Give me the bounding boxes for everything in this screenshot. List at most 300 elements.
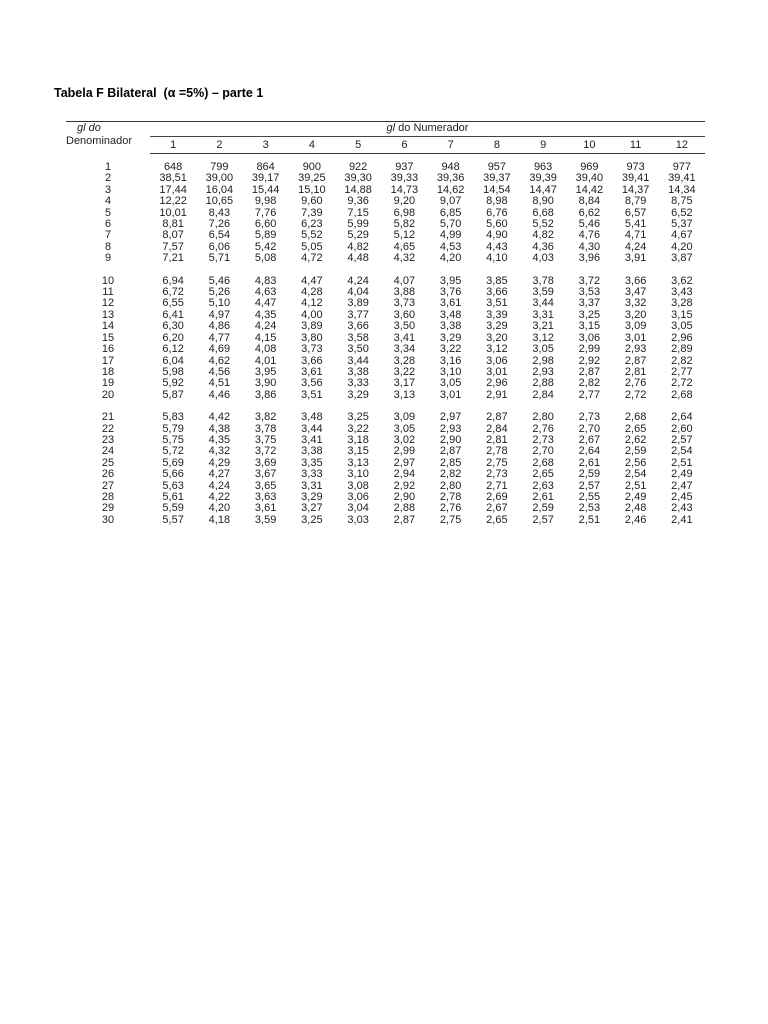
f-critical-value: 2,92 [393, 479, 416, 492]
column-header-12: 12 [659, 137, 705, 154]
table-body [66, 154, 705, 527]
f-critical-value: 6,85 [439, 206, 462, 219]
f-critical-value: 2,51 [578, 513, 601, 526]
f-critical-value: 2,80 [439, 479, 462, 492]
f-critical-value: 2,56 [624, 456, 647, 469]
f-critical-value: 2,93 [532, 365, 554, 378]
f-critical-value: 3,51 [486, 297, 508, 310]
f-critical-value: 3,56 [301, 377, 323, 390]
f-critical-value: 39,17 [251, 172, 280, 185]
f-critical-value: 3,29 [439, 331, 462, 344]
table-row [66, 344, 705, 355]
f-critical-value: 2,65 [532, 468, 554, 481]
f-critical-value: 6,04 [162, 354, 184, 367]
f-critical-value: 2,43 [671, 502, 693, 515]
f-critical-value: 3,33 [301, 468, 323, 481]
f-critical-value: 2,82 [578, 377, 601, 390]
column-header-3: 3 [243, 137, 289, 154]
f-critical-value: 3,53 [578, 286, 601, 299]
column-header-2: 2 [196, 137, 242, 154]
f-critical-value: 2,81 [624, 365, 647, 378]
f-critical-value: 3,69 [254, 456, 277, 469]
f-critical-value: 2,93 [624, 343, 647, 356]
f-critical-value: 3,02 [393, 433, 416, 446]
f-critical-value: 3,48 [301, 411, 323, 424]
f-critical-value: 7,15 [347, 206, 369, 219]
f-critical-value: 14,62 [436, 183, 465, 196]
f-critical-value: 4,47 [254, 297, 277, 310]
f-critical-value: 4,47 [301, 274, 323, 287]
denominator-df: 4 [104, 195, 112, 208]
f-critical-value: 6,06 [208, 240, 231, 253]
f-critical-value: 2,57 [532, 513, 554, 526]
f-critical-value: 3,01 [624, 331, 647, 344]
f-critical-value: 2,73 [486, 468, 508, 481]
f-critical-value: 14,88 [344, 183, 372, 196]
f-critical-value: 3,35 [301, 456, 323, 469]
f-critical-value: 2,76 [624, 377, 647, 390]
f-critical-value: 4,20 [671, 240, 693, 253]
denominator-df: 21 [101, 411, 115, 424]
f-critical-value: 8,43 [208, 206, 231, 219]
f-critical-value: 4,46 [208, 388, 231, 401]
f-critical-value: 3,29 [347, 388, 369, 401]
f-critical-value: 2,99 [578, 343, 601, 356]
denominator-df: 17 [101, 354, 115, 367]
f-critical-value: 9,07 [439, 195, 462, 208]
f-critical-value: 7,39 [301, 206, 323, 219]
f-critical-value: 4,32 [393, 252, 416, 265]
f-critical-value: 39,39 [529, 172, 557, 185]
f-critical-value: 6,98 [393, 206, 416, 219]
f-critical-value: 2,59 [624, 445, 647, 458]
f-critical-value: 3,50 [393, 320, 416, 333]
f-critical-value: 6,60 [254, 218, 277, 231]
f-critical-value: 4,22 [208, 490, 231, 503]
f-critical-value: 5,08 [254, 252, 277, 265]
f-critical-value: 9,36 [347, 195, 369, 208]
f-critical-value: 3,61 [301, 365, 323, 378]
f-critical-value: 3,27 [301, 502, 323, 515]
denominator-df: 1 [104, 161, 112, 173]
denominator-header-line2: Denominador [66, 135, 133, 147]
f-critical-value: 2,73 [578, 411, 601, 424]
f-critical-value: 6,20 [162, 331, 184, 344]
f-critical-value: 4,03 [532, 252, 554, 265]
f-critical-value: 3,65 [254, 479, 277, 492]
f-critical-value: 3,16 [439, 354, 462, 367]
f-critical-value: 2,53 [578, 502, 601, 515]
f-critical-value: 5,89 [254, 229, 277, 242]
f-critical-value: 977 [672, 161, 692, 173]
f-critical-value: 3,41 [393, 331, 416, 344]
f-critical-value: 3,41 [301, 433, 323, 446]
f-critical-value: 8,90 [532, 195, 554, 208]
f-critical-value: 6,68 [532, 206, 554, 219]
f-critical-value: 2,48 [624, 502, 647, 515]
table-row [66, 390, 705, 401]
f-critical-value: 2,64 [578, 445, 601, 458]
f-critical-value: 3,12 [486, 343, 508, 356]
f-critical-value: 8,07 [162, 229, 184, 242]
f-critical-value: 864 [256, 161, 275, 173]
f-critical-value: 2,67 [486, 502, 508, 515]
page-title: Tabela F Bilateral (α =5%) – parte 1 [54, 86, 264, 100]
f-critical-value: 3,37 [578, 297, 601, 310]
f-critical-value: 3,44 [301, 422, 323, 435]
f-critical-value: 3,77 [347, 308, 369, 321]
f-critical-value: 3,15 [578, 320, 601, 333]
f-critical-value: 3,05 [393, 422, 416, 435]
f-critical-value: 4,82 [532, 229, 554, 242]
f-critical-value: 963 [533, 161, 553, 173]
f-critical-value: 4,43 [486, 240, 508, 253]
f-critical-value: 14,37 [621, 183, 650, 196]
f-critical-value: 4,65 [393, 240, 416, 253]
f-critical-value: 2,57 [578, 479, 601, 492]
f-critical-value: 4,90 [486, 229, 508, 242]
f-critical-value: 2,78 [486, 445, 508, 458]
f-critical-value: 6,94 [162, 274, 184, 287]
f-critical-value: 5,46 [578, 218, 601, 231]
f-critical-value: 937 [395, 161, 414, 173]
f-critical-value: 5,26 [208, 286, 231, 299]
f-critical-value: 4,86 [208, 320, 231, 333]
f-critical-value: 12,22 [159, 195, 187, 208]
f-critical-value: 10,65 [205, 195, 234, 208]
f-critical-value: 2,82 [671, 354, 693, 367]
f-critical-value: 4,20 [208, 502, 231, 515]
f-critical-value: 3,85 [486, 274, 508, 287]
f-critical-value: 4,30 [578, 240, 601, 253]
f-critical-value: 4,67 [671, 229, 693, 242]
f-critical-value: 2,70 [532, 445, 554, 458]
f-critical-value: 900 [302, 161, 322, 173]
f-critical-value: 3,66 [486, 286, 508, 299]
f-critical-value: 3,58 [347, 331, 369, 344]
f-critical-value: 3,90 [254, 377, 277, 390]
f-critical-value: 3,28 [671, 297, 693, 310]
f-critical-value: 4,20 [439, 252, 462, 265]
f-critical-value: 6,62 [578, 206, 601, 219]
group-separator [66, 265, 705, 276]
f-critical-value: 3,22 [393, 365, 416, 378]
f-critical-value: 3,96 [578, 252, 601, 265]
f-critical-value: 2,47 [671, 479, 693, 492]
f-critical-value: 3,78 [254, 422, 277, 435]
f-critical-value: 2,93 [439, 422, 462, 435]
f-critical-value: 7,26 [208, 218, 231, 231]
f-critical-value: 2,51 [671, 456, 693, 469]
f-critical-value: 2,65 [624, 422, 647, 435]
f-critical-value: 4,18 [208, 513, 231, 526]
f-critical-value: 5,92 [162, 377, 184, 390]
f-critical-value: 3,76 [439, 286, 462, 299]
f-critical-value: 2,75 [486, 456, 508, 469]
f-critical-value: 5,52 [532, 218, 554, 231]
f-critical-value: 922 [348, 161, 368, 173]
f-critical-value: 3,05 [671, 320, 693, 333]
f-critical-value: 3,01 [486, 365, 508, 378]
f-critical-value: 3,31 [532, 308, 554, 321]
column-header-row [66, 137, 705, 154]
f-critical-value: 4,24 [208, 479, 231, 492]
f-critical-value: 4,99 [439, 229, 462, 242]
f-critical-value: 3,51 [301, 388, 323, 401]
f-critical-value: 2,88 [393, 502, 416, 515]
f-critical-value: 3,18 [347, 433, 369, 446]
f-critical-value: 39,30 [344, 172, 372, 185]
f-critical-value: 4,24 [624, 240, 647, 253]
f-critical-value: 4,29 [208, 456, 231, 469]
f-critical-value: 3,25 [301, 513, 323, 526]
f-critical-value: 5,41 [624, 218, 647, 231]
denominator-df: 10 [101, 274, 115, 287]
f-critical-value: 6,55 [162, 297, 184, 310]
f-critical-value: 4,53 [439, 240, 462, 253]
denominator-df: 24 [101, 445, 115, 458]
f-critical-value: 14,73 [390, 183, 419, 196]
f-critical-value: 2,84 [486, 422, 508, 435]
denominator-df: 6 [104, 218, 112, 231]
f-critical-value: 8,79 [624, 195, 647, 208]
f-critical-value: 4,00 [301, 308, 323, 321]
f-critical-value: 6,76 [486, 206, 508, 219]
denominator-df: 8 [104, 240, 112, 253]
denominator-df: 27 [101, 479, 115, 492]
table-row [66, 469, 705, 480]
f-critical-value: 3,62 [671, 274, 693, 287]
f-critical-value: 3,87 [671, 252, 693, 265]
f-critical-value: 3,66 [624, 274, 647, 287]
f-critical-value: 3,34 [393, 343, 416, 356]
f-critical-value: 16,04 [205, 183, 234, 196]
f-critical-value: 2,61 [578, 456, 601, 469]
f-critical-value: 14,42 [575, 183, 604, 196]
denominator-df: 28 [101, 490, 115, 503]
f-critical-value: 2,64 [671, 411, 693, 424]
f-critical-value: 5,75 [162, 433, 184, 446]
f-critical-value: 3,95 [439, 274, 462, 287]
f-critical-value: 2,57 [671, 433, 693, 446]
f-critical-value: 3,89 [301, 320, 323, 333]
f-critical-value: 39,40 [575, 172, 604, 185]
f-critical-value: 3,89 [347, 297, 369, 310]
f-critical-value: 3,80 [301, 331, 323, 344]
numerator-header [150, 122, 705, 137]
f-critical-value: 4,97 [208, 308, 231, 321]
table-row [66, 253, 705, 264]
f-critical-value: 17,44 [159, 183, 187, 196]
column-header-7: 7 [428, 137, 474, 154]
f-critical-value: 3,44 [532, 297, 554, 310]
f-critical-value: 3,13 [347, 456, 369, 469]
f-critical-value: 2,67 [578, 433, 601, 446]
f-critical-value: 3,05 [532, 343, 554, 356]
f-critical-value: 4,04 [347, 286, 369, 299]
f-critical-value: 4,62 [208, 354, 231, 367]
f-critical-value: 973 [626, 161, 645, 173]
f-critical-value: 3,20 [624, 308, 647, 321]
f-critical-value: 2,54 [624, 468, 647, 481]
denominator-df: 9 [104, 252, 112, 265]
f-critical-value: 5,66 [162, 468, 184, 481]
f-critical-value: 8,84 [578, 195, 601, 208]
f-critical-value: 4,35 [254, 308, 277, 321]
f-critical-value: 2,91 [486, 388, 508, 401]
f-critical-value: 5,59 [162, 502, 184, 515]
f-critical-value: 6,23 [301, 218, 323, 231]
f-critical-value: 4,51 [208, 377, 231, 390]
denominator-df: 3 [104, 183, 112, 196]
denominator-df: 18 [101, 365, 115, 378]
f-critical-value: 3,06 [578, 331, 601, 344]
f-critical-value: 3,43 [671, 286, 693, 299]
f-critical-value: 39,00 [205, 172, 234, 185]
f-critical-value: 2,51 [624, 479, 647, 492]
f-critical-value: 3,66 [347, 320, 369, 333]
f-critical-value: 3,25 [578, 308, 601, 321]
f-critical-value: 2,65 [486, 513, 508, 526]
f-critical-value: 14,54 [483, 183, 511, 196]
f-critical-value: 5,60 [486, 218, 508, 231]
f-critical-value: 2,73 [532, 433, 554, 446]
f-critical-value: 5,70 [439, 218, 462, 231]
f-critical-value: 3,31 [301, 479, 323, 492]
f-critical-value: 3,61 [254, 502, 277, 515]
f-critical-value: 3,88 [393, 286, 416, 299]
f-critical-value: 4,76 [578, 229, 601, 242]
denominator-header [66, 122, 150, 154]
f-critical-value: 2,75 [439, 513, 462, 526]
denominator-df: 23 [101, 433, 115, 446]
f-critical-value: 9,60 [301, 195, 323, 208]
f-critical-value: 3,04 [347, 502, 369, 515]
f-critical-value: 5,69 [162, 456, 184, 469]
f-critical-value: 2,87 [393, 513, 416, 526]
denominator-df: 7 [104, 229, 112, 242]
f-critical-value: 6,57 [624, 206, 647, 219]
f-critical-value: 2,88 [532, 377, 554, 390]
f-critical-value: 2,99 [393, 445, 416, 458]
f-critical-value: 2,76 [439, 502, 462, 515]
f-critical-value: 14,47 [529, 183, 557, 196]
f-critical-value: 5,52 [301, 229, 323, 242]
denominator-df: 12 [101, 297, 115, 310]
f-critical-value: 799 [210, 161, 229, 173]
f-critical-value: 3,20 [486, 331, 508, 344]
f-critical-value: 3,08 [347, 479, 369, 492]
f-critical-value: 2,59 [578, 468, 601, 481]
f-critical-value: 5,83 [162, 411, 184, 424]
f-critical-value: 2,81 [486, 433, 508, 446]
f-critical-value: 2,62 [624, 433, 647, 446]
f-critical-value: 4,08 [254, 343, 277, 356]
f-critical-value: 3,59 [254, 513, 277, 526]
denominator-df: 5 [104, 206, 112, 219]
f-critical-value: 4,10 [486, 252, 508, 265]
f-critical-value: 2,69 [486, 490, 508, 503]
f-critical-value: 4,83 [254, 274, 277, 287]
f-critical-value: 5,72 [162, 445, 184, 458]
f-critical-value: 5,71 [208, 252, 231, 265]
f-critical-value: 8,98 [486, 195, 508, 208]
f-critical-value: 3,06 [486, 354, 508, 367]
f-critical-value: 3,59 [532, 286, 554, 299]
f-critical-value: 38,51 [159, 172, 187, 185]
f-critical-value: 2,76 [532, 422, 554, 435]
f-critical-value: 15,10 [298, 183, 326, 196]
f-critical-value: 2,97 [439, 411, 462, 424]
f-critical-value: 2,45 [671, 490, 693, 503]
numerator-header-label: do Numerador [395, 122, 469, 134]
f-critical-value: 4,27 [208, 468, 231, 481]
table-row [66, 515, 705, 526]
f-critical-value: 3,10 [439, 365, 462, 378]
f-critical-value: 3,25 [347, 411, 369, 424]
column-header-8: 8 [474, 137, 520, 154]
f-critical-value: 6,12 [162, 343, 184, 356]
f-critical-value: 5,98 [162, 365, 184, 378]
f-critical-value: 4,32 [208, 445, 231, 458]
f-critical-value: 5,82 [393, 218, 416, 231]
f-critical-value: 5,05 [301, 240, 323, 253]
f-critical-value: 2,68 [624, 411, 647, 424]
f-critical-value: 5,87 [162, 388, 184, 401]
f-critical-value: 3,22 [347, 422, 369, 435]
f-critical-value: 3,44 [347, 354, 369, 367]
table-row [66, 321, 705, 332]
f-critical-value: 2,46 [624, 513, 647, 526]
f-critical-value: 2,92 [578, 354, 601, 367]
f-critical-value: 3,15 [671, 308, 693, 321]
f-critical-value: 6,72 [162, 286, 184, 299]
f-critical-value: 3,29 [301, 490, 323, 503]
f-critical-value: 3,03 [347, 513, 369, 526]
f-critical-value: 2,61 [532, 490, 554, 503]
f-critical-value: 4,24 [347, 274, 369, 287]
denominator-df: 25 [101, 456, 115, 469]
f-critical-value: 5,79 [162, 422, 184, 435]
f-critical-value: 3,86 [254, 388, 277, 401]
f-critical-value: 2,68 [671, 388, 693, 401]
f-critical-value: 4,42 [208, 411, 231, 424]
denominator-df: 26 [101, 468, 115, 481]
f-critical-value: 2,78 [439, 490, 462, 503]
f-critical-value: 2,41 [671, 513, 693, 526]
f-critical-value: 6,41 [162, 308, 184, 321]
column-header-1: 1 [150, 137, 196, 154]
f-critical-value: 3,73 [301, 343, 323, 356]
f-critical-value: 2,70 [578, 422, 601, 435]
f-critical-value: 4,12 [301, 297, 323, 310]
f-critical-value: 7,76 [254, 206, 277, 219]
f-critical-value: 2,94 [393, 468, 416, 481]
f-critical-value: 5,42 [254, 240, 277, 253]
f-critical-value: 4,77 [208, 331, 231, 344]
f-critical-value: 8,75 [671, 195, 693, 208]
f-critical-value: 2,85 [439, 456, 462, 469]
f-critical-value: 3,38 [347, 365, 369, 378]
denominator-df: 15 [101, 331, 115, 344]
f-critical-value: 15,44 [251, 183, 280, 196]
f-critical-value: 3,48 [439, 308, 462, 321]
f-critical-value: 2,60 [671, 422, 693, 435]
f-critical-value: 14,34 [668, 183, 696, 196]
f-critical-value: 7,57 [162, 240, 184, 253]
f-critical-value: 3,72 [578, 274, 601, 287]
f-critical-value: 2,90 [393, 490, 416, 503]
